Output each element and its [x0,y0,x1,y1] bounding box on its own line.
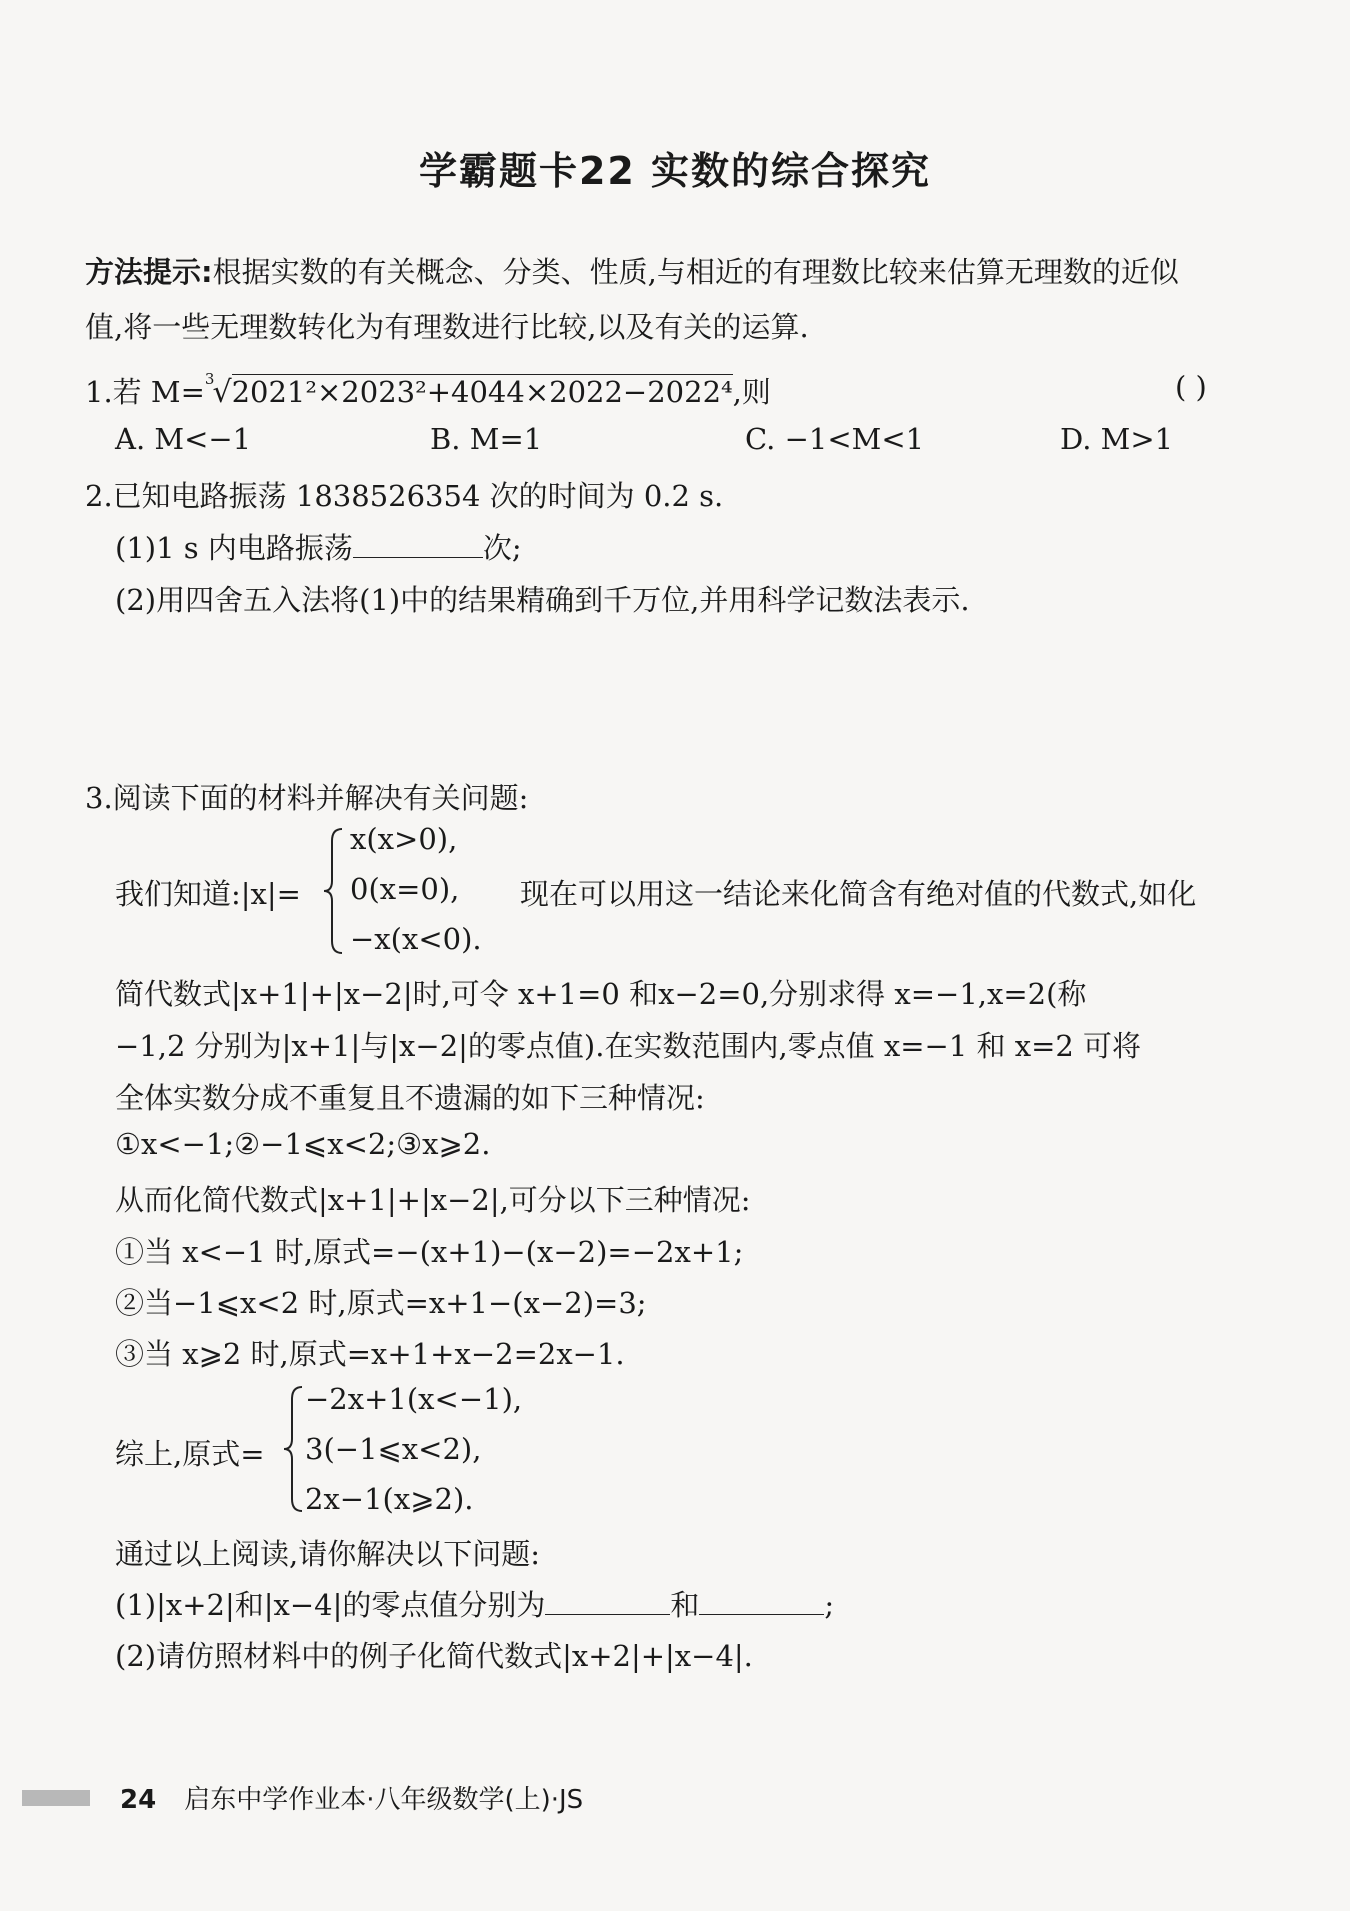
method-hint-line-2: 值,将一些无理数转化为有理数进行比较,以及有关的运算. [85,310,809,344]
question-2-stem: 2.已知电路振荡 1838526354 次的时间为 0.2 s. [85,479,724,513]
q3-paragraph-6: ①当 x<−1 时,原式=−(x+1)−(x−2)=−2x+1; [115,1235,744,1269]
q2-part-1-suffix: 次; [482,531,522,565]
q2-answer-blank[interactable] [353,556,483,558]
question-1-stem: 1.若 M=$^3$√2021²×2023²+4044×2022−2022⁴,则 [85,370,771,410]
q1-radicand: 2021²×2023²+4044×2022−2022⁴ [231,375,733,409]
q2-part-2: (2)用四舍五入法将(1)中的结果精确到千万位,并用科学记数法表示. [115,583,970,617]
summary-prefix: 综上,原式= [115,1437,265,1471]
footer-gray-bar [22,1790,90,1806]
summary-case-1: −2x+1(x<−1), [305,1382,523,1416]
abs-case-3: −x(x<0). [350,922,482,956]
abs-definition-suffix: 现在可以用这一结论来化简含有绝对值的代数式,如化 [520,877,1197,911]
q3-sub-1-blank-2[interactable] [699,1613,824,1615]
q3-sub-1-mid: 和 [670,1588,700,1622]
q3-paragraph-9: 通过以上阅读,请你解决以下问题: [115,1537,540,1571]
q1-option-b: B. M=1 [430,422,543,456]
abs-case-1: x(x>0), [350,822,458,856]
q1-answer-paren: ( ) [1175,370,1207,404]
q1-root-index: 3 [204,370,215,388]
q3-sub-1-suffix: ; [824,1588,835,1622]
page-number: 24 [120,1785,157,1815]
summary-case-3: 2x−1(x⩾2). [305,1482,474,1516]
abs-definition-prefix: 我们知道:|x|= [115,877,301,911]
method-hint-line-1 [85,250,1179,291]
q1-prefix: 1.若 M= [85,375,205,409]
page-title: 学霸题卡22 实数的综合探究 [418,149,932,193]
q3-paragraph-5: 从而化简代数式|x+1|+|x−2|,可分以下三种情况: [115,1183,751,1217]
method-hint-text-1: 根据实数的有关概念、分类、性质,与相近的有理数比较来估算无理数的近似 [212,255,1179,289]
summary-brace-icon [282,1384,306,1514]
page-footer [120,1779,583,1816]
abs-case-2: 0(x=0), [350,872,460,906]
q1-option-c: C. −1<M<1 [745,422,925,456]
q3-paragraph-7: ②当−1⩽x<2 时,原式=x+1−(x−2)=3; [115,1286,647,1320]
q1-option-d: D. M>1 [1060,422,1174,456]
q3-sub-question-1 [115,1583,834,1624]
q1-suffix: ,则 [732,375,771,409]
q3-paragraph-8: ③当 x⩾2 时,原式=x+1+x−2=2x−1. [115,1337,625,1371]
q3-sub-1-blank-1[interactable] [545,1613,670,1615]
q3-paragraph-3: 全体实数分成不重复且不遗漏的如下三种情况: [115,1081,705,1115]
q1-option-a: A. M<−1 [115,422,252,456]
q3-paragraph-4: ①x<−1;②−1⩽x<2;③x⩾2. [115,1127,491,1161]
summary-case-2: 3(−1⩽x<2), [305,1432,482,1466]
q2-part-1-prefix: (1)1 s 内电路振荡 [115,531,353,565]
question-3-stem: 3.阅读下面的材料并解决有关问题: [85,781,529,815]
q3-sub-1-prefix: (1)|x+2|和|x−4|的零点值分别为 [115,1588,546,1622]
q3-sub-question-2: (2)请仿照材料中的例子化简代数式|x+2|+|x−4|. [115,1639,753,1673]
abs-brace-icon [322,826,346,956]
q2-part-1 [115,526,522,567]
method-hint-label: 方法提示: [85,255,213,289]
q3-paragraph-1: 简代数式|x+1|+|x−2|时,可令 x+1=0 和x−2=0,分别求得 x=−1,x=2(称 [115,977,1087,1011]
q3-paragraph-2: −1,2 分别为|x+1|与|x−2|的零点值).在实数范围内,零点值 x=−1 和 x=2 可将 [115,1029,1142,1063]
book-title: 启东中学作业本·八年级数学(上)·JS [184,1785,584,1815]
